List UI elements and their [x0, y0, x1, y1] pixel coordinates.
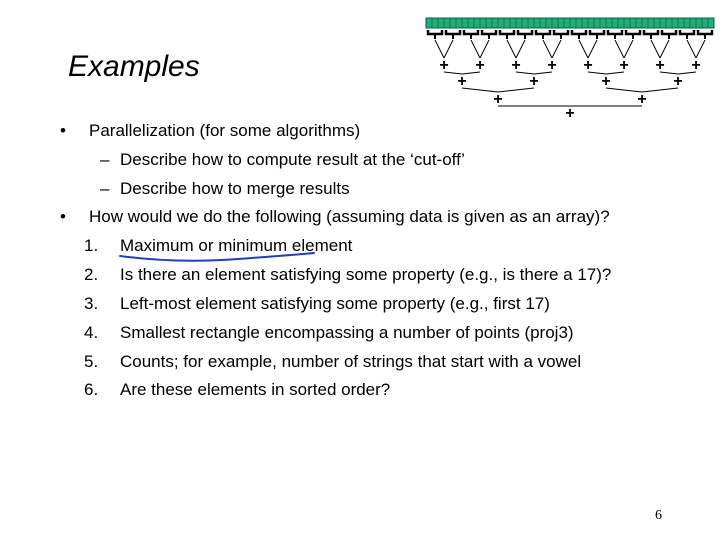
- sub-bullet-merge: Describe how to merge results: [120, 179, 350, 198]
- plus-node-level-1: +: [475, 57, 485, 74]
- cutoff-bracket: [518, 30, 532, 34]
- cutoff-bracket: [698, 30, 712, 34]
- list-item: Counts; for example, number of strings that start with a vowel: [120, 352, 582, 371]
- cutoff-bracket: [554, 30, 568, 34]
- list-item: Is there an element satisfying some property (e.g., is there a 17)?: [120, 265, 612, 284]
- cutoff-bracket: [608, 30, 622, 34]
- sub-bullet-marker: –: [100, 150, 110, 169]
- cutoff-bracket: [446, 30, 460, 34]
- list-item: Smallest rectangle encompassing a number of points (proj3): [120, 323, 574, 342]
- plus-node-level-1: +: [439, 57, 449, 74]
- list-number: 2.: [84, 265, 99, 284]
- plus-node-level-4: +: [565, 105, 575, 122]
- plus-node-level-1: +: [547, 57, 557, 74]
- plus-node-level-1: +: [511, 57, 521, 74]
- tree-edge: [588, 40, 597, 58]
- list-number: 1.: [84, 236, 99, 255]
- tree-edge: [660, 40, 669, 58]
- cutoff-bracket: [626, 30, 640, 34]
- list-number: 6.: [84, 380, 99, 399]
- tree-edge: [543, 40, 552, 58]
- reduction-tree-diagram: [420, 14, 720, 124]
- plus-node-level-1: +: [619, 57, 629, 74]
- tree-edge: [579, 40, 588, 58]
- slide-title: Examples: [68, 50, 200, 83]
- plus-node-level-1: +: [583, 57, 593, 74]
- tree-lines: [428, 30, 712, 106]
- list-number: 4.: [84, 323, 99, 342]
- tree-edge: [552, 40, 561, 58]
- plus-node-level-2: +: [673, 73, 683, 90]
- plus-node-level-1: +: [655, 57, 665, 74]
- tree-edge: [507, 40, 516, 58]
- plus-node-level-3: +: [493, 91, 503, 108]
- cutoff-bracket: [644, 30, 658, 34]
- cutoff-bracket: [500, 30, 514, 34]
- sub-bullet-cutoff: Describe how to compute result at the ‘cut-off’: [120, 150, 465, 169]
- bullet-parallelization: Parallelization (for some algorithms): [89, 121, 361, 140]
- cutoff-bracket: [428, 30, 442, 34]
- plus-node-level-1: +: [691, 57, 701, 74]
- bullet-marker: •: [60, 207, 66, 226]
- tree-edge: [615, 40, 624, 58]
- tree-edge: [516, 40, 525, 58]
- plus-node-level-2: +: [601, 73, 611, 90]
- cutoff-bracket: [680, 30, 694, 34]
- tree-edge: [435, 40, 444, 58]
- list-item: Left-most element satisfying some property (e.g., first 17): [120, 294, 550, 313]
- list-item: Are these elements in sorted order?: [120, 380, 391, 399]
- plus-node-level-2: +: [529, 73, 539, 90]
- tree-edge: [696, 40, 705, 58]
- bullet-marker: •: [60, 121, 66, 140]
- tree-edge: [480, 40, 489, 58]
- list-item: Maximum or minimum element: [120, 236, 353, 255]
- plus-node-level-3: +: [637, 91, 647, 108]
- bullet-question: How would we do the following (assuming data is given as an array)?: [89, 207, 610, 226]
- cutoff-bracket: [464, 30, 478, 34]
- sub-bullet-marker: –: [100, 179, 110, 198]
- array-cells: [426, 18, 714, 28]
- page-number: 6: [655, 508, 662, 523]
- tree-edge: [651, 40, 660, 58]
- tree-edge: [471, 40, 480, 58]
- tree-edge: [444, 40, 453, 58]
- list-number: 5.: [84, 352, 99, 371]
- cutoff-bracket: [662, 30, 676, 34]
- tree-edge: [624, 40, 633, 58]
- list-number: 3.: [84, 294, 99, 313]
- plus-node-level-2: +: [457, 73, 467, 90]
- cutoff-bracket: [536, 30, 550, 34]
- handwritten-underline-annotation: [118, 250, 318, 264]
- cutoff-bracket: [590, 30, 604, 34]
- tree-edge: [687, 40, 696, 58]
- cutoff-bracket: [572, 30, 586, 34]
- cutoff-bracket: [482, 30, 496, 34]
